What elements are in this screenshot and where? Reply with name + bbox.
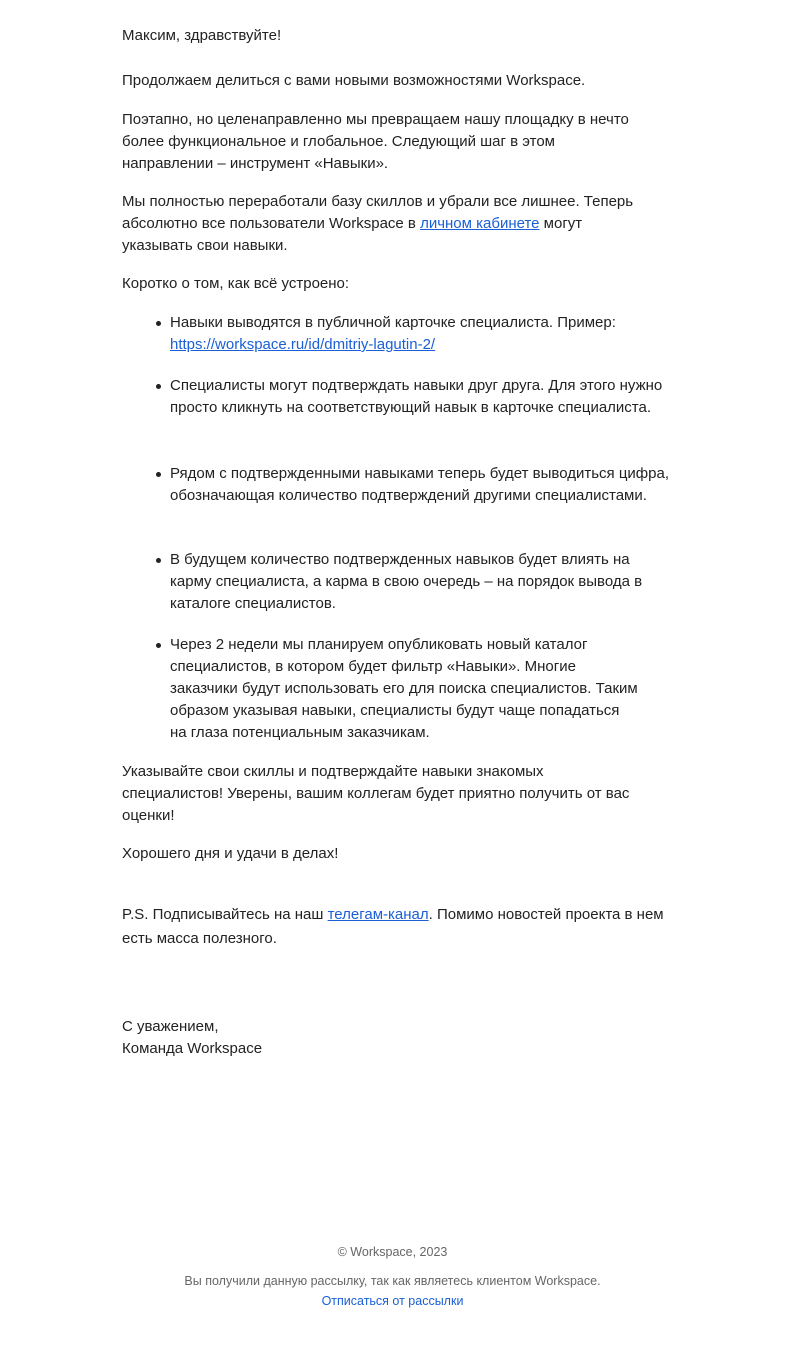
footer-copyright: © Workspace, 2023 (337, 1245, 448, 1259)
ps-paragraph (122, 903, 667, 951)
list-item: Через 2 недели мы планируем опубликовать новый каталог специалистов, в котором будет фильтр «Навыки». Многие заказчики будут использовать его для поиска специалистов. Таким образом указывая навыки, специалисты будут чаще попадаться на глаза потенциальным заказчикам. (170, 634, 640, 744)
footer-reason: Вы получили данную рассылку, так как являетесь клиентом Workspace. (184, 1274, 601, 1288)
profile-example-link[interactable]: https://workspace.ru/id/dmitriy-lagutin-2/ (170, 336, 436, 353)
regards-text: С уважением, (122, 1018, 219, 1035)
howto-heading: Коротко о том, как всё устроено: (122, 275, 350, 292)
greeting: Максим, здравствуйте! (122, 27, 282, 44)
ps-text-end: . Помимо новостей проекта в нем есть масса полезного. (122, 906, 664, 947)
unsubscribe-link[interactable]: Отписаться от рассылки (321, 1294, 464, 1308)
ps-text-start: P.S. Подписывайтесь на наш (122, 906, 328, 923)
paragraph-skills-base (122, 191, 637, 257)
paragraph-skills-text-start: Мы полностью переработали базу скиллов и убрали все лишнее. Теперь абсолютно все пользователи Workspace в (122, 193, 634, 232)
footer-unsubscribe (0, 1294, 785, 1308)
list-item: В будущем количество подтвержденных навыков будет влиять на карму специалиста, а карма в свою очередь – на порядок вывода в каталоге специалистов. (170, 549, 666, 615)
personal-account-link[interactable]: личном кабинете (420, 215, 540, 232)
call-to-action: Указывайте свои скиллы и подтверждайте навыки знакомых специалистов! Уверены, вашим коллегам будет приятно получить от вас оценки! (122, 763, 630, 824)
paragraph-platform: Поэтапно, но целенаправленно мы превращаем нашу площадку в нечто более функциональное и глобальное. Следующий шаг в этом направлении – инструмент «Навыки». (122, 111, 629, 172)
list-item (170, 312, 670, 356)
wish-text: Хорошего дня и удачи в делах! (122, 845, 339, 862)
list-item: Рядом с подтвержденными навыками теперь будет выводиться цифра, обозначающая количество подтверждений другими специалистами. (170, 463, 670, 507)
telegram-channel-link[interactable]: телегам-канал (327, 906, 429, 923)
paragraph-skills-text-end: могут указывать свои навыки. (122, 215, 583, 254)
signature-team: Команда Workspace (122, 1040, 263, 1057)
list-item: Специалисты могут подтверждать навыки друг друга. Для этого нужно просто кликнуть на соответствующий навык в карточке специалиста. (170, 375, 670, 419)
list-item-text: Навыки выводятся в публичной карточке специалиста. Пример: (170, 314, 616, 331)
intro-paragraph: Продолжаем делиться с вами новыми возможностями Workspace. (122, 72, 586, 89)
